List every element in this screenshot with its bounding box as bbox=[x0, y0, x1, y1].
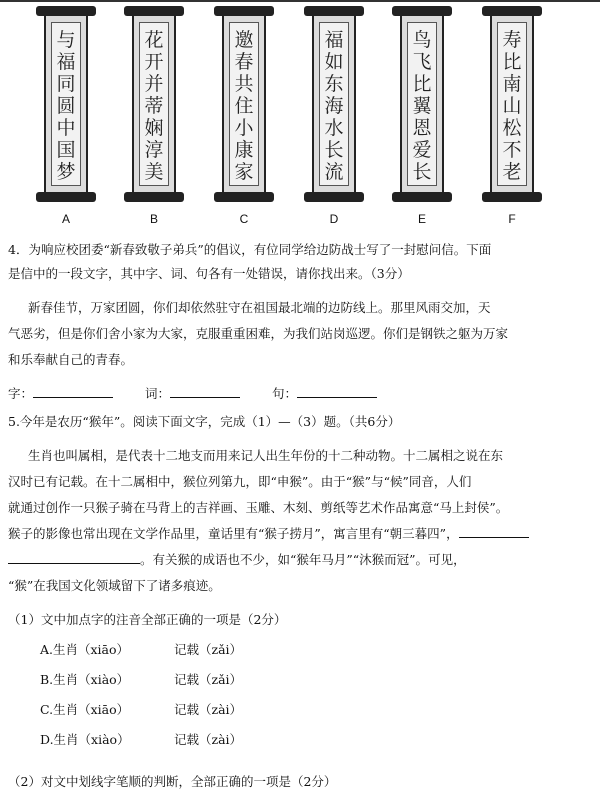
option-a-shengxiao: A.生肖（xiāo） bbox=[40, 642, 130, 657]
option-b[interactable] bbox=[40, 670, 129, 689]
option-c-shengxiao: C.生肖（xiāo） bbox=[40, 702, 130, 717]
q4-passage-line2: 气恶劣，但是你们舍小家为大家，克服重重困难，为我们站岗巡逻。你们是钢铁之躯为万家 bbox=[8, 326, 509, 341]
option-c[interactable] bbox=[40, 700, 129, 719]
couplet-text: 与 福 同 圆 中 国 梦 bbox=[51, 22, 81, 186]
scroll-letter-b: B bbox=[149, 212, 158, 226]
q4-line1: 4．为响应校团委“新春致敬子弟兵”的倡议，有位同学给边防战士写了一封慰问信。下面 bbox=[8, 242, 492, 257]
option-d-shengxiao: D.生肖（xiào） bbox=[40, 732, 130, 747]
label-ci: 词： bbox=[144, 386, 170, 401]
q5-passage-line3: 就通过创作一只猴子骑在马背上的吉祥画、玉雕、木刻、剪纸等艺术作品寓意“马上封侯”。 bbox=[8, 500, 509, 515]
couplet-text: 邀 春 共 住 小 康 家 bbox=[229, 22, 259, 186]
option-a[interactable] bbox=[40, 640, 129, 659]
scroll-letter-f: F bbox=[508, 212, 516, 226]
scroll-letter-d: D bbox=[329, 212, 339, 226]
couplet-scroll-e bbox=[396, 6, 448, 202]
q5-sub1: （1）文中加点字的注音全部正确的一项是（2分） bbox=[8, 612, 287, 627]
q5-line4-text: 猴子的影像也常出现在文学作品里，童话里有“猴子捞月”，寓言里有“朝三暮四”， bbox=[8, 526, 459, 541]
q5-intro: 5.今年是农历“猴年”。阅读下面文字，完成（1）—（3）题。（共6分） bbox=[8, 414, 401, 429]
scroll-letter-e: E bbox=[417, 212, 426, 226]
couplet-scroll-c bbox=[218, 6, 270, 202]
fill-blank-1[interactable] bbox=[459, 525, 529, 538]
q4-line2: 是信中的一段文字，其中字、词、句各有一处错误，请你找出来。（3分） bbox=[8, 266, 410, 281]
couplet-scroll-a bbox=[40, 6, 92, 202]
couplet-scroll-f bbox=[486, 6, 538, 202]
q5-passage-line6: “猴”在我国文化领域留下了诸多痕迹。 bbox=[8, 578, 221, 593]
scroll-letter-c: C bbox=[239, 212, 249, 226]
q5-sub2: （2）对文中划线字笔顺的判断，全部正确的一项是（2分） bbox=[8, 774, 337, 789]
q5-passage-line1: 生肖也叫属相，是代表十二地支而用来记人出生年份的十二种动物。十二属相之说在东 bbox=[28, 448, 504, 463]
couplet-text: 花 开 并 蒂 娴 淳 美 bbox=[139, 22, 169, 186]
scroll-letter-a: A bbox=[61, 212, 70, 226]
q4-passage-line1: 新春佳节，万家团圆，你们却依然驻守在祖国最北端的边防线上。那里风雨交加，天 bbox=[28, 300, 491, 315]
q4-answer-row bbox=[8, 384, 377, 403]
answer-ci-blank[interactable] bbox=[170, 385, 240, 398]
q5-passage-line5 bbox=[8, 550, 466, 569]
couplet-text: 鸟 飞 比 翼 恩 爱 长 bbox=[407, 22, 437, 186]
option-d[interactable] bbox=[40, 730, 130, 749]
couplet-scroll-d bbox=[308, 6, 360, 202]
couplet-scroll-b bbox=[128, 6, 180, 202]
q5-passage-line4 bbox=[8, 524, 529, 543]
couplet-banners bbox=[0, 0, 600, 232]
option-a-jizai: 记载（zǎi） bbox=[174, 642, 243, 657]
couplet-text: 福 如 东 海 水 长 流 bbox=[319, 22, 349, 186]
q5-passage-line2: 汉时已有记载。在十二属相中，猴位列第九，即“申猴”。由于“猴”与“候”同音，人们 bbox=[8, 474, 472, 489]
fill-blank-2[interactable] bbox=[8, 551, 140, 564]
q4-passage-line3: 和乐奉献自己的青春。 bbox=[8, 352, 134, 367]
option-d-jizai: 记载（zài） bbox=[174, 732, 243, 747]
option-b-shengxiao: B.生肖（xiào） bbox=[40, 672, 130, 687]
q5-line5-text: 。有关猴的成语也不少，如“猴年马月”“沐猴而冠”。可见， bbox=[140, 552, 466, 567]
answer-zi-blank[interactable] bbox=[33, 385, 113, 398]
label-ju: 句： bbox=[271, 386, 297, 401]
option-c-jizai: 记载（zài） bbox=[174, 702, 243, 717]
label-zi: 字： bbox=[8, 386, 34, 401]
option-b-jizai: 记载（zǎi） bbox=[174, 672, 243, 687]
answer-ju-blank[interactable] bbox=[297, 385, 377, 398]
couplet-text: 寿 比 南 山 松 不 老 bbox=[497, 22, 527, 186]
